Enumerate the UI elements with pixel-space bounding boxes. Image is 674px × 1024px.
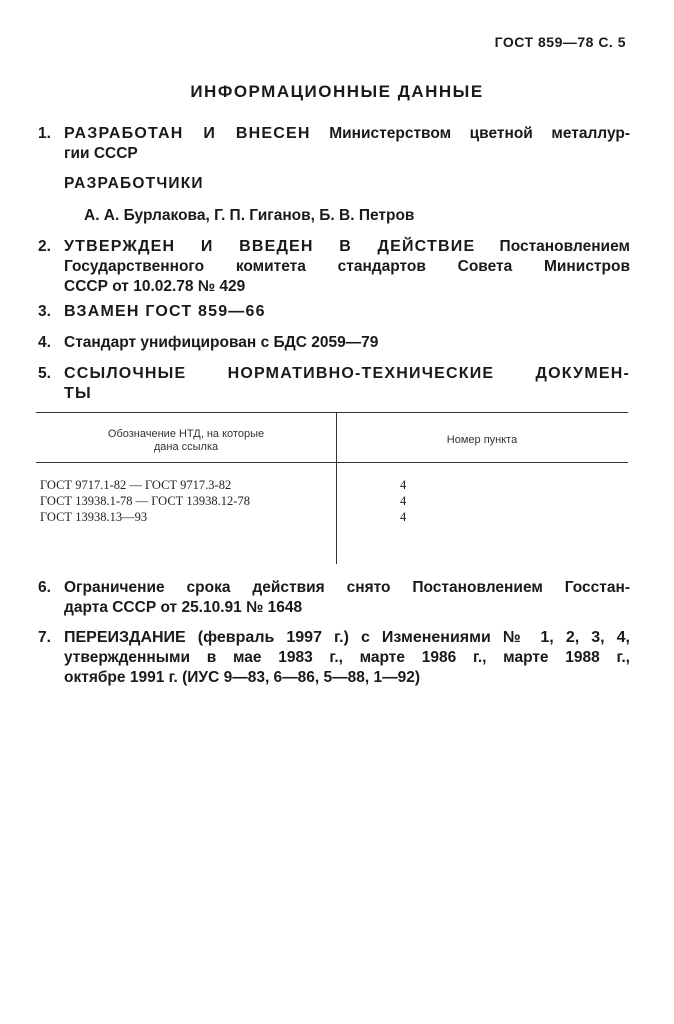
item-2 <box>38 237 630 297</box>
item-6-line2: дарта СССР от 25.10.91 № 1648 <box>64 599 303 616</box>
col1-header <box>36 428 336 454</box>
table-row-1-point: 4 <box>400 478 407 492</box>
item-6-number: 6. <box>38 579 51 596</box>
item-7-number: 7. <box>38 629 51 646</box>
table-row-3-doc: ГОСТ 13938.13—93 <box>40 510 148 524</box>
col1-header-line1: Обозначение НТД, на которые <box>107 428 265 440</box>
developers-list: А. А. Бурлакова, Г. П. Гиганов, Б. В. Петров <box>84 207 415 224</box>
table-row-3-point: 4 <box>400 510 407 524</box>
col2-header: Номер пункта <box>446 434 518 446</box>
table-top-rule <box>36 412 628 413</box>
item-4-number: 4. <box>38 334 51 351</box>
item-2-lead: УТВЕРЖДЕН И ВВЕДЕН В ДЕЙСТВИЕ <box>64 238 476 255</box>
item-2-line1 <box>64 237 630 257</box>
item-1-line2: гии СССР <box>64 145 138 162</box>
table-row-1-doc: ГОСТ 9717.1-82 — ГОСТ 9717.3-82 <box>40 478 232 492</box>
item-4-text: Стандарт унифицирован с БДС 2059—79 <box>64 334 379 351</box>
item-1-line1 <box>64 124 630 144</box>
item-2-number: 2. <box>38 238 51 255</box>
item-5-number: 5. <box>38 365 51 382</box>
item-5-line1: ССЫЛОЧНЫЕ НОРМАТИВНО-ТЕХНИЧЕСКИЕ ДОКУМЕН- <box>64 365 630 382</box>
item-1-number: 1. <box>38 125 51 142</box>
item-3 <box>38 302 630 322</box>
item-5-line2: ТЫ <box>64 385 92 402</box>
item-5 <box>38 364 630 404</box>
item-7 <box>38 628 630 688</box>
col1-header-line2: дана ссылка <box>153 441 219 453</box>
item-6 <box>38 578 630 618</box>
item-3-number: 3. <box>38 303 51 320</box>
page-header: ГОСТ 859—78 С. 5 <box>494 34 626 50</box>
reference-table <box>36 412 628 564</box>
item-1-lead: РАЗРАБОТАН И ВНЕСЕН <box>64 125 311 142</box>
table-row-2-doc: ГОСТ 13938.1-78 — ГОСТ 13938.12-78 <box>40 494 250 508</box>
document-title: ИНФОРМАЦИОННЫЕ ДАННЫЕ <box>190 82 484 101</box>
item-2-rest: Постановлением <box>499 238 630 255</box>
item-4 <box>38 333 630 353</box>
item-7-line2: утвержденными в мае 1983 г., марте 1986 г., марте 1988 г., <box>64 649 630 666</box>
item-2-line3: СССР от 10.02.78 № 429 <box>64 278 246 295</box>
item-6-line1: Ограничение срока действия снято Постановлением Госстан- <box>64 579 630 596</box>
developers-heading: РАЗРАБОТЧИКИ <box>64 175 204 192</box>
item-1 <box>38 124 630 164</box>
table-header-rule <box>36 462 628 463</box>
item-1-rest: Министерством цветной металлур- <box>329 125 630 142</box>
item-2-line2: Государственного комитета стандартов Совета Министров <box>64 258 630 275</box>
item-3-text: ВЗАМЕН ГОСТ 859—66 <box>64 303 266 320</box>
table-row-2-point: 4 <box>400 494 407 508</box>
item-7-line3: октябре 1991 г. (ИУС 9—83, 6—86, 5—88, 1—92) <box>64 669 421 686</box>
item-7-line1: ПЕРЕИЗДАНИЕ (февраль 1997 г.) с Изменениями № 1, 2, 3, 4, <box>64 629 630 646</box>
